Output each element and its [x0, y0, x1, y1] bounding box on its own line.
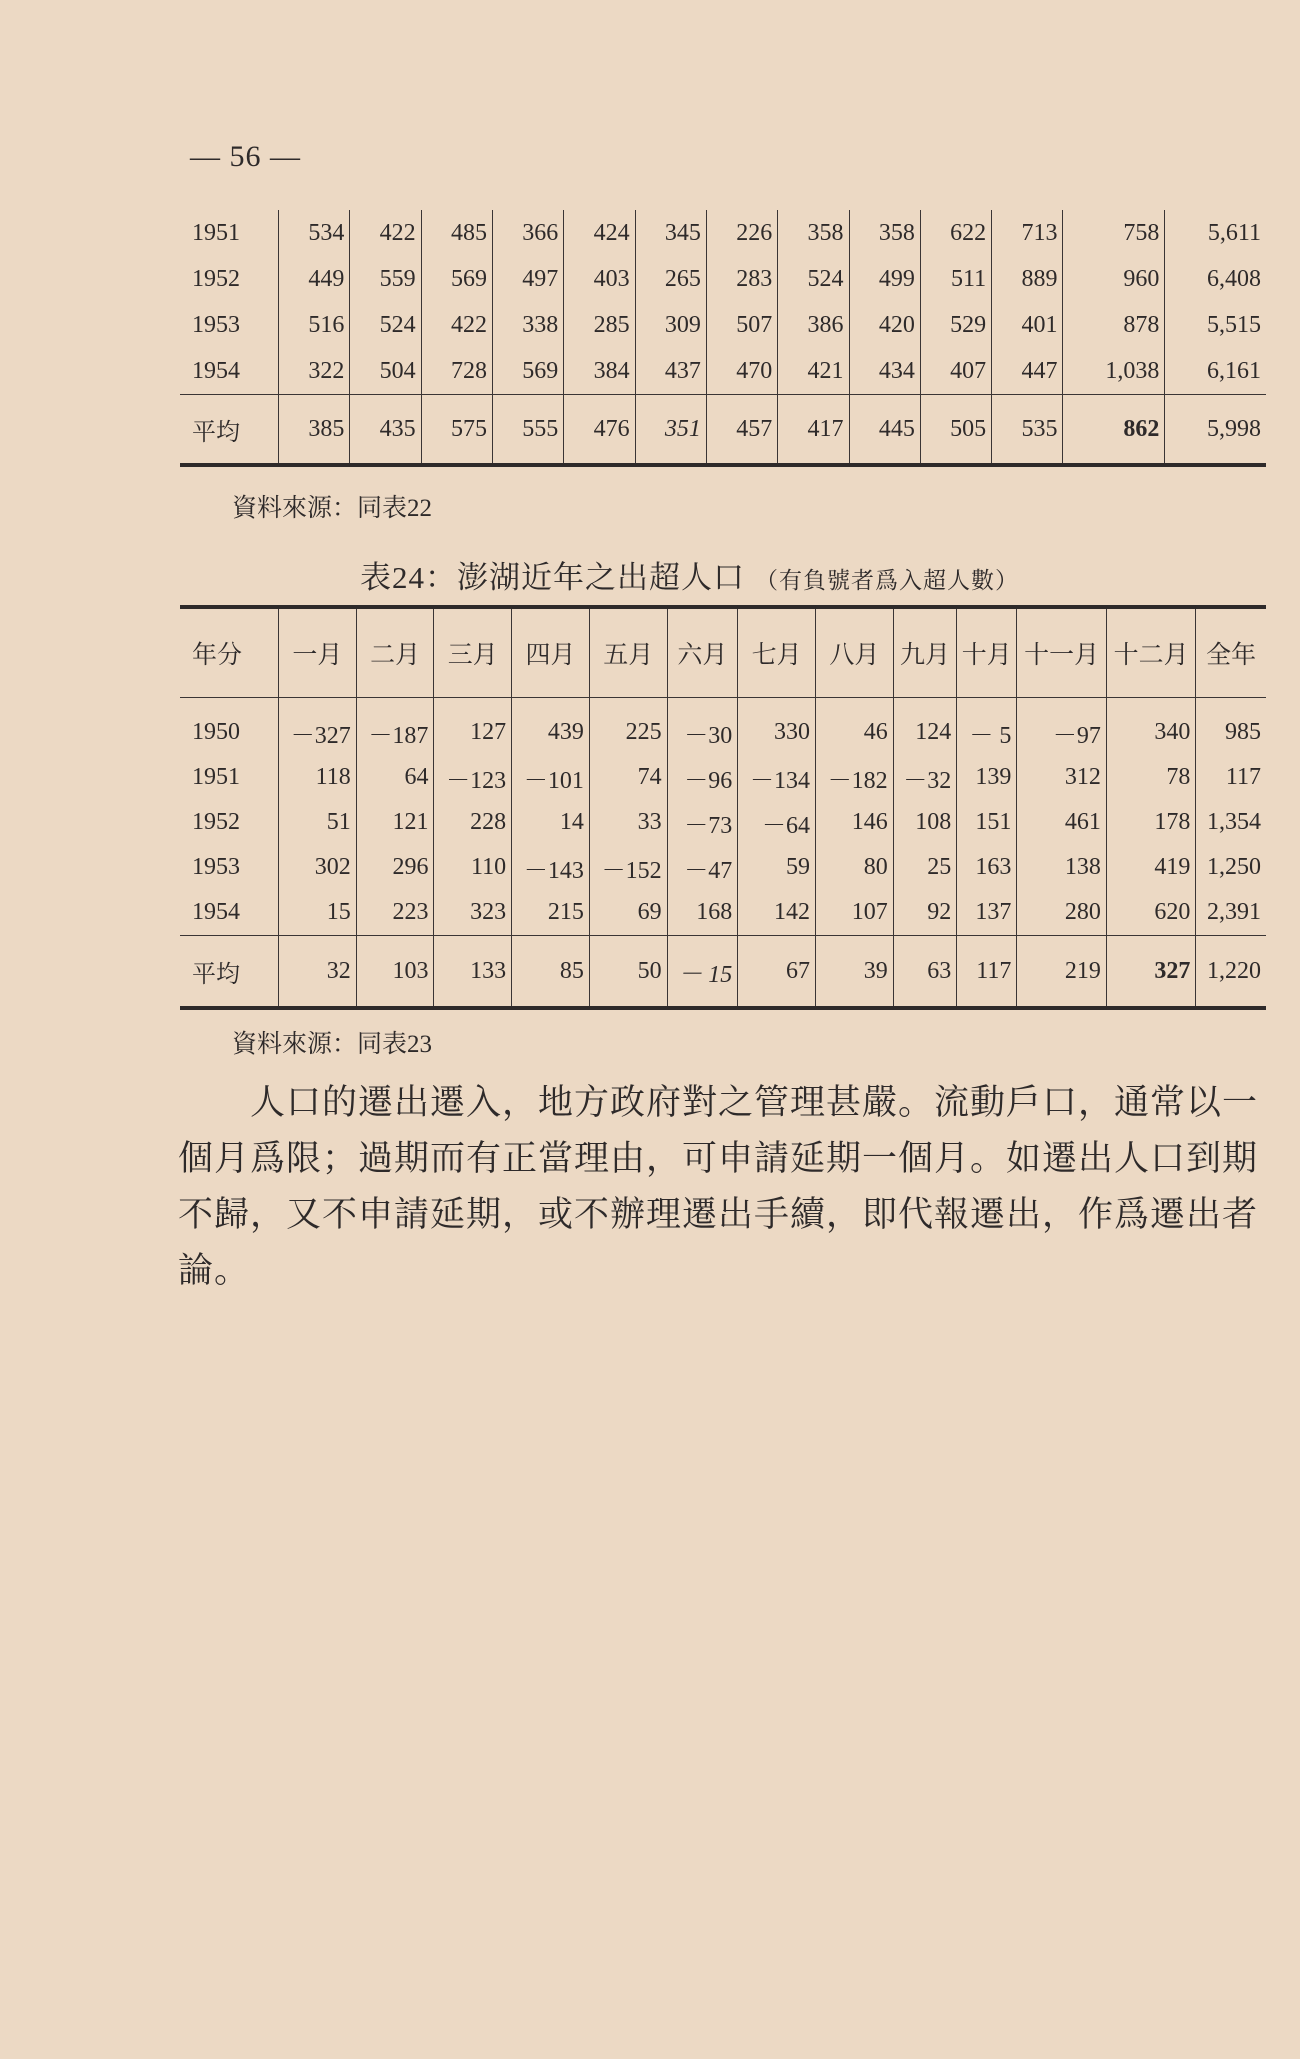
- value-cell: 569: [492, 348, 563, 395]
- value-cell: 309: [635, 302, 706, 348]
- body-paragraph: 人口的遷出遷入，地方政府對之管理甚嚴。流動戶口，通常以一個月爲限；過期而有正當理由，可申請延期一個月。如遷出人口到期不歸，又不申請延期，或不辦理遷出手續，即代報遷出，作爲遷出者論。: [178, 1083, 1259, 1290]
- average-cell: － 15: [667, 936, 738, 1009]
- column-header: 三月: [434, 607, 512, 698]
- value-cell: 225: [589, 698, 667, 756]
- table-row: [180, 348, 1266, 395]
- value-cell: 265: [635, 256, 706, 302]
- value-cell: 312: [1017, 755, 1107, 800]
- value-cell: 559: [350, 256, 421, 302]
- value-cell: 127: [434, 698, 512, 756]
- value-cell: 215: [512, 890, 590, 936]
- value-cell: 878: [1063, 302, 1165, 348]
- average-cell: 219: [1017, 936, 1107, 1009]
- year-cell: 1951: [180, 210, 279, 256]
- table-row: [180, 890, 1266, 936]
- year-cell: 1954: [180, 348, 279, 395]
- value-cell: －47: [667, 845, 738, 890]
- column-header: 一月: [279, 607, 357, 698]
- value-cell: －187: [356, 698, 434, 756]
- value-cell: 283: [706, 256, 777, 302]
- average-cell: 417: [778, 395, 849, 466]
- value-cell: －327: [279, 698, 357, 756]
- value-cell: 889: [992, 256, 1063, 302]
- value-cell: 330: [738, 698, 816, 756]
- value-cell: 138: [1017, 845, 1107, 890]
- value-cell: 142: [738, 890, 816, 936]
- column-header: 年分: [180, 607, 279, 698]
- value-cell: 280: [1017, 890, 1107, 936]
- value-cell: 78: [1106, 755, 1196, 800]
- value-cell: －143: [512, 845, 590, 890]
- year-cell: 1951: [180, 755, 279, 800]
- value-cell: 449: [279, 256, 350, 302]
- column-header: 全年: [1196, 607, 1266, 698]
- value-cell: 69: [589, 890, 667, 936]
- table-row: [180, 210, 1266, 256]
- value-cell: 107: [815, 890, 893, 936]
- value-cell: 25: [893, 845, 957, 890]
- column-header: 七月: [738, 607, 816, 698]
- average-cell: 327: [1106, 936, 1196, 1009]
- value-cell: 46: [815, 698, 893, 756]
- average-cell: 555: [492, 395, 563, 466]
- total-cell: 2,391: [1207, 899, 1261, 925]
- total-cell: 1,354: [1207, 809, 1261, 835]
- value-cell: 358: [849, 210, 920, 256]
- average-cell: 103: [356, 936, 434, 1009]
- average-cell: 385: [279, 395, 350, 466]
- column-header: 十一月: [1017, 607, 1107, 698]
- value-cell: 366: [492, 210, 563, 256]
- value-cell: －97: [1017, 698, 1107, 756]
- value-cell: 285: [564, 302, 635, 348]
- average-cell: 32: [279, 936, 357, 1009]
- table-row: [180, 755, 1266, 800]
- value-cell: 422: [350, 210, 421, 256]
- value-cell: 118: [279, 755, 357, 800]
- value-cell: 33: [589, 800, 667, 845]
- average-cell: 63: [893, 936, 957, 1009]
- average-cell: 535: [992, 395, 1063, 466]
- value-cell: 296: [356, 845, 434, 890]
- table-24-title: 表24：澎湖近年之出超人口: [360, 560, 745, 595]
- value-cell: 434: [849, 348, 920, 395]
- table-24-caption: [360, 552, 1019, 597]
- table-23-source: 資料來源：同表22: [232, 495, 433, 522]
- average-cell: 457: [706, 395, 777, 466]
- table-row: [180, 845, 1266, 890]
- column-header: 六月: [667, 607, 738, 698]
- average-cell: 39: [815, 936, 893, 1009]
- value-cell: 420: [849, 302, 920, 348]
- column-header: 九月: [893, 607, 957, 698]
- column-header: 八月: [815, 607, 893, 698]
- total-cell: 5,515: [1207, 311, 1261, 338]
- value-cell: －32: [893, 755, 957, 800]
- table-24: [180, 605, 1266, 1010]
- value-cell: 223: [356, 890, 434, 936]
- value-cell: 407: [920, 348, 991, 395]
- value-cell: 384: [564, 348, 635, 395]
- value-cell: －134: [738, 755, 816, 800]
- value-cell: 323: [434, 890, 512, 936]
- value-cell: 524: [778, 256, 849, 302]
- value-cell: 74: [589, 755, 667, 800]
- year-cell: 1950: [180, 698, 279, 756]
- table-23-continued: [180, 210, 1266, 467]
- average-cell: 435: [350, 395, 421, 466]
- value-cell: 137: [957, 890, 1017, 936]
- value-cell: 302: [279, 845, 357, 890]
- value-cell: 80: [815, 845, 893, 890]
- value-cell: 345: [635, 210, 706, 256]
- value-cell: 163: [957, 845, 1017, 890]
- average-cell: 575: [421, 395, 492, 466]
- value-cell: 146: [815, 800, 893, 845]
- value-cell: 622: [920, 210, 991, 256]
- total-cell: 117: [1225, 764, 1261, 790]
- value-cell: 151: [957, 800, 1017, 845]
- value-cell: 403: [564, 256, 635, 302]
- total-cell: 6,408: [1207, 265, 1261, 292]
- value-cell: 386: [778, 302, 849, 348]
- total-cell: 985: [1225, 719, 1261, 745]
- average-cell: 133: [434, 936, 512, 1009]
- column-header: 五月: [589, 607, 667, 698]
- column-header: 四月: [512, 607, 590, 698]
- value-cell: 529: [920, 302, 991, 348]
- average-cell: 505: [920, 395, 991, 466]
- value-cell: 511: [920, 256, 991, 302]
- value-cell: 620: [1106, 890, 1196, 936]
- value-cell: 322: [279, 348, 350, 395]
- average-cell: 476: [564, 395, 635, 466]
- value-cell: － 5: [957, 698, 1017, 756]
- value-cell: 534: [279, 210, 350, 256]
- value-cell: 504: [350, 348, 421, 395]
- value-cell: －64: [738, 800, 816, 845]
- value-cell: 422: [421, 302, 492, 348]
- value-cell: －96: [667, 755, 738, 800]
- value-cell: 108: [893, 800, 957, 845]
- value-cell: 110: [434, 845, 512, 890]
- value-cell: 461: [1017, 800, 1107, 845]
- value-cell: 758: [1063, 210, 1165, 256]
- value-cell: －30: [667, 698, 738, 756]
- value-cell: 447: [992, 348, 1063, 395]
- value-cell: 569: [421, 256, 492, 302]
- value-cell: 485: [421, 210, 492, 256]
- value-cell: 338: [492, 302, 563, 348]
- value-cell: 424: [564, 210, 635, 256]
- average-cell: 50: [589, 936, 667, 1009]
- average-cell: 445: [849, 395, 920, 466]
- value-cell: －182: [815, 755, 893, 800]
- average-row: [180, 936, 1266, 1009]
- average-total-cell: 5,998: [1165, 395, 1266, 466]
- table-24-note: （有負號者爲入超人數）: [755, 568, 1019, 593]
- value-cell: 59: [738, 845, 816, 890]
- year-cell: 1953: [180, 302, 279, 348]
- value-cell: 713: [992, 210, 1063, 256]
- value-cell: 139: [957, 755, 1017, 800]
- table-row: [180, 698, 1266, 756]
- value-cell: 499: [849, 256, 920, 302]
- value-cell: 15: [279, 890, 357, 936]
- value-cell: 470: [706, 348, 777, 395]
- value-cell: 421: [778, 348, 849, 395]
- value-cell: 401: [992, 302, 1063, 348]
- value-cell: 178: [1106, 800, 1196, 845]
- value-cell: 516: [279, 302, 350, 348]
- value-cell: 419: [1106, 845, 1196, 890]
- value-cell: －101: [512, 755, 590, 800]
- average-cell: 351: [635, 395, 706, 466]
- value-cell: 728: [421, 348, 492, 395]
- average-cell: 117: [957, 936, 1017, 1009]
- value-cell: 124: [893, 698, 957, 756]
- value-cell: 524: [350, 302, 421, 348]
- value-cell: 437: [635, 348, 706, 395]
- value-cell: 358: [778, 210, 849, 256]
- column-header: 十月: [957, 607, 1017, 698]
- year-cell: 1952: [180, 256, 279, 302]
- value-cell: －123: [434, 755, 512, 800]
- year-cell: 1953: [180, 845, 279, 890]
- value-cell: 960: [1063, 256, 1165, 302]
- value-cell: 228: [434, 800, 512, 845]
- average-cell: 85: [512, 936, 590, 1009]
- value-cell: 226: [706, 210, 777, 256]
- column-header: 二月: [356, 607, 434, 698]
- table-row: [180, 800, 1266, 845]
- value-cell: 64: [356, 755, 434, 800]
- table-header-row: [180, 607, 1266, 698]
- value-cell: －152: [589, 845, 667, 890]
- average-label: 平均: [180, 395, 279, 466]
- year-cell: 1952: [180, 800, 279, 845]
- total-cell: 5,611: [1207, 219, 1261, 246]
- total-cell: 1,250: [1207, 854, 1261, 880]
- value-cell: －73: [667, 800, 738, 845]
- value-cell: 1,038: [1063, 348, 1165, 395]
- value-cell: 507: [706, 302, 777, 348]
- average-cell: 862: [1063, 395, 1165, 466]
- value-cell: 51: [279, 800, 357, 845]
- value-cell: 92: [893, 890, 957, 936]
- value-cell: 168: [667, 890, 738, 936]
- value-cell: 439: [512, 698, 590, 756]
- average-row: [180, 395, 1266, 466]
- table-row: [180, 256, 1266, 302]
- average-total-cell: 1,220: [1196, 936, 1266, 1009]
- value-cell: 14: [512, 800, 590, 845]
- value-cell: 497: [492, 256, 563, 302]
- page-number: — 56 —: [190, 140, 301, 173]
- table-24-source: 資料來源：同表23: [232, 1031, 433, 1058]
- column-header: 十二月: [1106, 607, 1196, 698]
- table-row: [180, 302, 1266, 348]
- average-cell: 67: [738, 936, 816, 1009]
- average-label: 平均: [180, 936, 279, 1009]
- value-cell: 121: [356, 800, 434, 845]
- total-cell: 6,161: [1207, 357, 1261, 384]
- value-cell: 340: [1106, 698, 1196, 756]
- year-cell: 1954: [180, 890, 279, 936]
